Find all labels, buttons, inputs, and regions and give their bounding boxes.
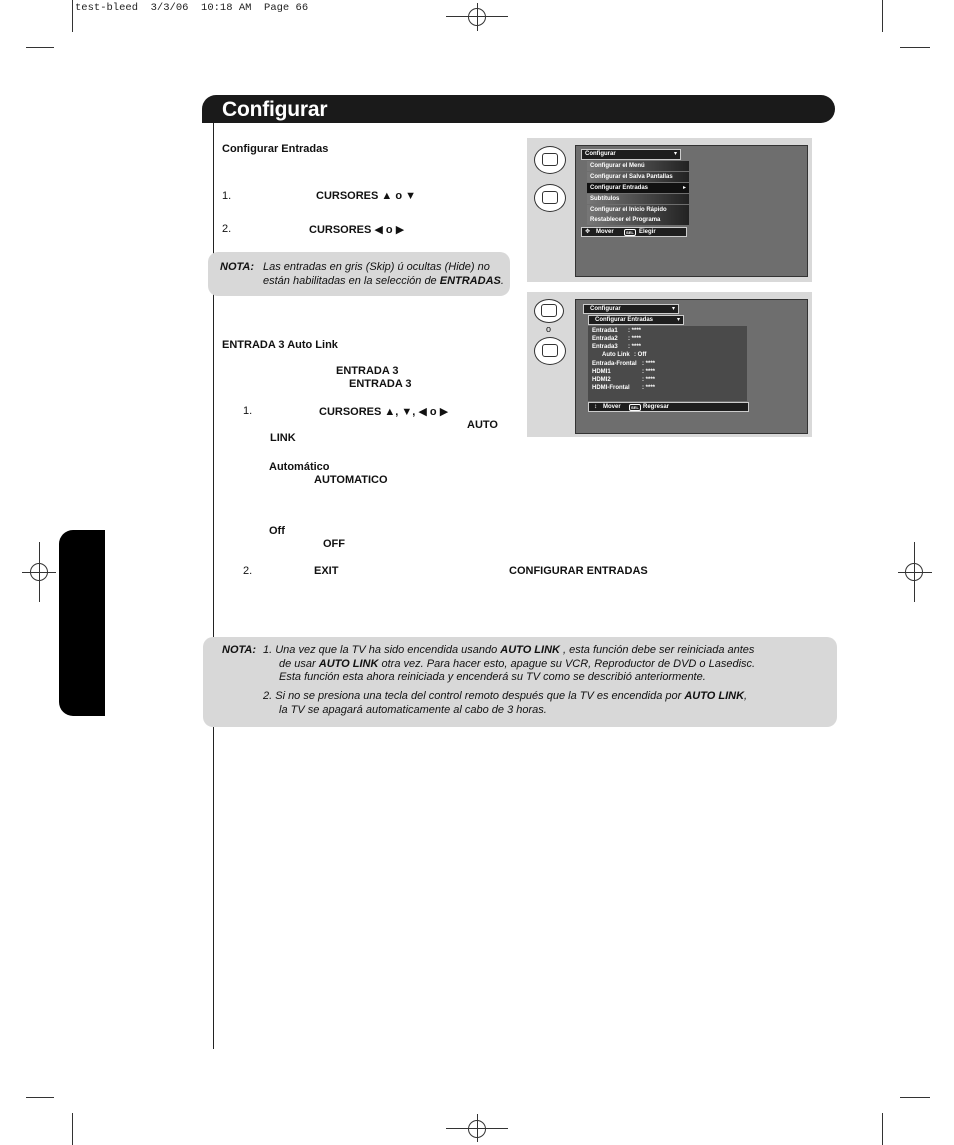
side-tab — [59, 530, 105, 716]
registration-mark — [468, 8, 486, 26]
input-row-value: : **** — [628, 328, 642, 334]
input-row-label: HDMI-Frontal — [592, 385, 630, 391]
inline-configurar-entradas: CONFIGURAR ENTRADAS — [509, 565, 648, 577]
note-line — [263, 690, 747, 702]
or-label: o — [546, 324, 552, 334]
page-title: Configurar — [222, 98, 328, 121]
crop-mark — [882, 0, 883, 32]
note-text-part: , esta función debe ser reiniciada antes — [559, 644, 755, 656]
note-text-part: otra vez. Para hacer esto, apague su VCR, Reproductor de DVD o Lasedisc. — [378, 658, 756, 670]
print-slug: test-bleed 3/3/06 10:18 AM Page 66 — [75, 2, 309, 14]
note-text: Las entradas en gris (Skip) ú ocultas (Hide) no — [263, 261, 490, 273]
remote-button-left-right-icon — [534, 337, 566, 365]
input-row-value: : **** — [642, 377, 656, 383]
option-off: Off — [269, 525, 285, 537]
note-line: Esta función esta ahora reiniciada y encenderá su TV como se describió anteriormente. — [279, 671, 706, 683]
crop-mark — [900, 1097, 930, 1098]
sel-key-icon: SEL — [626, 230, 634, 235]
step-cursor-keys: CURSORES ▲, ▼, ◀ o ▶ — [319, 406, 449, 418]
chevron-down-icon: ▾ — [673, 151, 677, 157]
note-text-bold: AUTO LINK — [500, 644, 560, 656]
note-label: NOTA: — [220, 261, 255, 273]
crop-mark — [26, 47, 54, 48]
up-down-arrows-icon: ↕ — [594, 404, 597, 410]
input-row-value: : **** — [642, 385, 656, 391]
chevron-down-icon: ▾ — [676, 317, 680, 323]
note-text-bold: AUTO LINK — [318, 658, 379, 670]
note-line: la TV se apagará automaticamente al cabo de 3 horas. — [279, 704, 547, 716]
step-cursor-keys: CURSORES ▲ o ▼ — [316, 190, 417, 202]
input-row-label: HDMI2 — [592, 377, 611, 383]
input-row-value: : **** — [628, 344, 642, 350]
osd-menu-item: Subtítulos — [587, 194, 689, 204]
note-label: NOTA: — [222, 644, 257, 656]
input-row-label: Auto Link — [602, 352, 630, 358]
osd-menu-item: Restablecer el Programa — [587, 215, 689, 225]
note-text-bold: ENTRADAS — [439, 275, 501, 287]
step-cursor-keys: CURSORES ◀ o ▶ — [309, 224, 405, 236]
section-heading-configurar-entradas: Configurar Entradas — [222, 143, 329, 155]
input-row-label: Entrada1 — [592, 328, 618, 334]
note-text-part: , — [744, 690, 748, 702]
step-number: 1. — [243, 405, 253, 417]
crop-mark — [900, 47, 930, 48]
registration-mark — [905, 563, 923, 581]
note-text-part: de usar — [279, 658, 319, 670]
remote-button-up-down-icon — [534, 146, 566, 174]
note-line — [263, 644, 754, 656]
osd-title-text: Configurar — [590, 306, 621, 312]
step-number: 2. — [243, 565, 253, 577]
registration-mark — [468, 1120, 486, 1138]
input-row-value: : **** — [642, 369, 656, 375]
remote-button-sel-icon — [534, 299, 564, 323]
note-text-bold: AUTO LINK — [684, 690, 745, 702]
sel-key-icon: SEL — [631, 405, 639, 410]
osd-subtitle-text: Configurar Entradas — [595, 317, 654, 323]
move-arrows-icon: ✥ — [585, 229, 591, 235]
step-number: 1. — [222, 190, 232, 202]
remote-button-face — [542, 191, 558, 204]
note-text-end: . — [500, 275, 504, 287]
registration-mark — [30, 563, 48, 581]
input-row-label: HDMI1 — [592, 369, 611, 375]
crop-mark — [72, 1113, 73, 1145]
osd-title-text: Configurar — [585, 151, 616, 157]
osd-submenu-title — [588, 315, 684, 325]
osd-footer-action: Regresar — [643, 404, 670, 410]
note-box — [208, 252, 510, 296]
input-row-label: Entrada3 — [592, 344, 618, 350]
step-number: 2. — [222, 223, 232, 235]
note-text-part: 1. Una vez que la TV ha sido encendida usando — [263, 644, 501, 656]
osd-menu-item: Configurar el Inicio Rápido — [587, 205, 689, 215]
inline-entrada3: ENTRADA 3 — [349, 378, 412, 390]
osd-menu-title — [583, 304, 679, 314]
remote-button-face — [542, 344, 558, 357]
input-row-label: Entrada-Frontal — [592, 361, 637, 367]
osd-menu-item: Configurar el Menú — [587, 161, 689, 171]
osd-menu-item: Configurar el Salva Pantallas — [587, 172, 689, 182]
input-row-value: : Off — [634, 352, 647, 358]
osd-footer — [581, 227, 687, 237]
osd-menu-item-text: Configurar Entradas — [590, 185, 649, 191]
inline-exit: EXIT — [314, 565, 339, 577]
osd-menu-title — [581, 149, 681, 160]
note-text — [263, 275, 504, 287]
option-off-caps: OFF — [323, 538, 345, 550]
input-row-label: Entrada2 — [592, 336, 618, 342]
input-row-value: : **** — [642, 361, 656, 367]
option-automatico: Automático — [269, 461, 330, 473]
note-line — [279, 658, 755, 670]
osd-footer — [588, 402, 749, 412]
remote-button-face — [541, 304, 557, 317]
note-text-part: 2. Si no se presiona una tecla del control remoto después que la TV es encendida por — [263, 690, 685, 702]
osd-footer-action: Elegir — [639, 229, 656, 235]
chevron-down-icon: ▾ — [671, 306, 675, 312]
remote-button-left-right-icon — [534, 184, 566, 212]
remote-button-face — [542, 153, 558, 166]
inline-entrada3: ENTRADA 3 — [336, 365, 399, 377]
inline-link: LINK — [270, 432, 296, 444]
osd-footer-move: Mover — [596, 229, 614, 235]
note-text-part: están habilitadas en la selección de — [263, 275, 440, 287]
crop-mark — [72, 0, 73, 32]
inline-auto: AUTO — [467, 419, 498, 431]
option-automatico-caps: AUTOMATICO — [314, 474, 388, 486]
input-row-value: : **** — [628, 336, 642, 342]
osd-footer-move: Mover — [603, 404, 621, 410]
crop-mark — [26, 1097, 54, 1098]
osd-menu-item-selected — [587, 183, 689, 193]
section-heading-auto-link: ENTRADA 3 Auto Link — [222, 339, 338, 351]
crop-mark — [882, 1113, 883, 1145]
arrow-right-icon: ▸ — [682, 185, 686, 191]
